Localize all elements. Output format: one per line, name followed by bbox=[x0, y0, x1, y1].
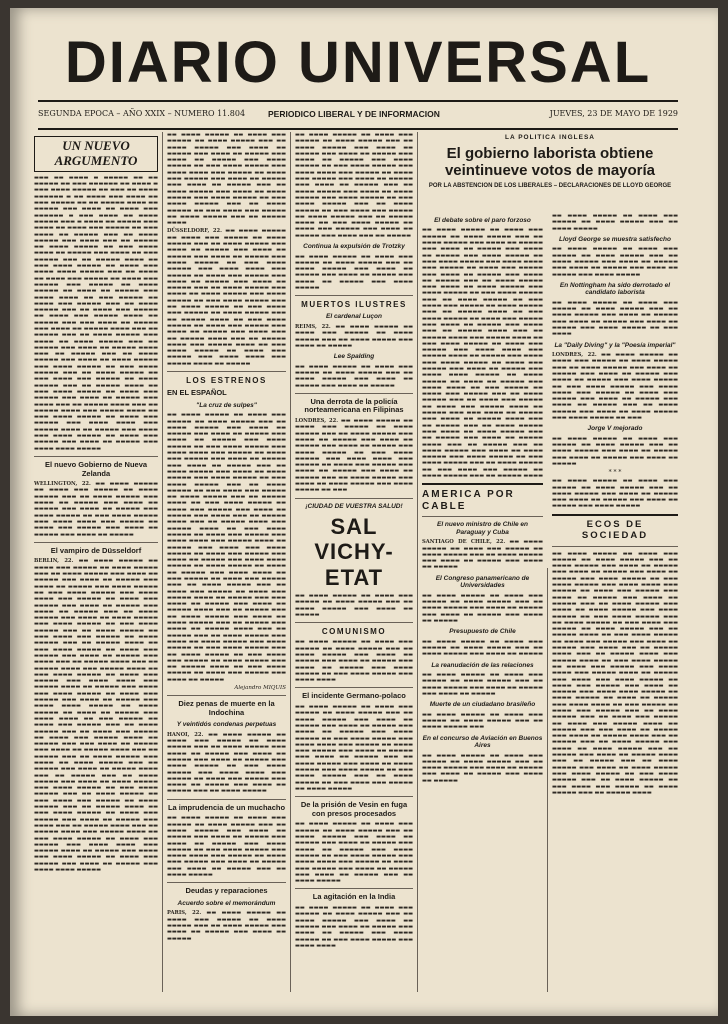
article-headline: La imprudencia de un muchacho bbox=[167, 802, 286, 812]
column-rule bbox=[162, 132, 163, 992]
lead-headline: El gobierno laborista obtiene veintinueve votos de mayoría bbox=[444, 145, 656, 180]
section-divider bbox=[295, 888, 413, 889]
dateline: SANTIAGO DE CHILE, 22. bbox=[422, 539, 506, 546]
section-kicker: LA POLITICA INGLESA bbox=[504, 134, 596, 141]
section-divider bbox=[167, 799, 286, 800]
body-text: ▬▬ ▬▬▬▬ ▬▬▬▬▬ ▬▬ ▬▬▬▬ ▬▬▬ ▬▬▬▬▬ ▬▬ ▬▬▬▬ ▬▬▬▬▬ ▬▬▬ ▬▬ ▬▬▬▬ ▬▬▬▬▬ ▬▬▬ ▬▬▬▬ ▬▬ ▬▬▬▬▬ ▬▬▬ ▬▬▬▬ ▬▬ ▬▬▬▬▬ ▬▬▬ ▬▬▬▬ ▬▬ ▬▬▬▬▬ bbox=[422, 592, 543, 624]
body-text: ▬▬ ▬▬▬▬ ▬▬▬▬▬ ▬▬ ▬▬▬▬ ▬▬▬ ▬▬▬▬▬ ▬▬ ▬▬▬▬ ▬▬▬▬▬ ▬▬▬ ▬▬ ▬▬▬▬ ▬▬▬▬▬ ▬▬▬ ▬▬▬▬ ▬▬ ▬▬▬▬▬ ▬▬▬ ▬▬▬▬ ▬▬ ▬▬▬▬▬ ▬▬▬ ▬▬▬▬ ▬▬ ▬▬▬▬▬ ▬▬▬ ▬▬▬▬ ▬▬▬▬▬ ▬▬ ▬▬▬ ▬▬▬▬ ▬▬▬▬▬ ▬▬▬ ▬▬▬▬ ▬▬▬▬ bbox=[295, 639, 413, 684]
dateline: DÜSSELDORF, 22. bbox=[167, 228, 222, 235]
article-subheadline: Y veintidós condenas perpetuas bbox=[176, 721, 277, 729]
body-text: ▬▬ ▬▬▬▬ ▬▬▬▬▬ ▬▬ ▬▬▬▬ ▬▬▬ ▬▬▬▬▬ ▬▬ ▬▬▬▬ ▬▬▬▬▬ ▬▬▬ ▬▬ ▬▬▬▬ ▬▬▬▬▬ ▬▬▬ ▬▬▬▬ ▬▬ ▬▬▬▬▬ ▬▬▬ ▬▬▬▬ ▬▬ ▬▬▬▬▬ ▬▬▬ ▬▬▬▬ ▬▬ ▬▬▬▬▬ bbox=[422, 752, 543, 784]
body-text: DÜSSELDORF, 22. ▬▬ ▬▬▬▬ ▬▬▬▬▬ ▬▬ ▬▬▬▬ ▬▬▬ ▬▬▬▬▬ ▬▬ ▬▬▬▬ ▬▬▬▬▬ ▬▬▬ ▬▬ ▬▬▬▬ ▬▬▬▬▬ ▬▬▬ ▬▬▬▬ ▬▬ ▬▬▬▬▬ ▬▬▬ ▬▬▬▬ ▬▬ ▬▬▬▬▬ ▬▬▬ ▬▬▬▬ ▬▬ ▬▬▬▬▬ ▬▬▬ ▬▬▬▬ ▬▬▬▬▬ ▬▬ ▬▬▬ ▬▬▬▬ ▬▬▬▬▬ ▬▬▬ ▬▬▬▬ ▬▬▬▬ ▬▬▬ ▬▬▬▬▬ ▬▬ ▬▬▬▬ ▬▬▬ ▬▬▬▬▬ ▬▬▬ ▬▬▬▬ ▬▬ ▬▬▬▬▬ ▬▬▬ ▬▬▬▬ ▬▬ ▬▬▬▬▬ ▬▬▬ ▬▬ ▬▬▬▬ ▬▬▬▬▬ ▬▬▬ ▬▬▬▬ ▬▬ ▬▬▬▬ ▬▬▬▬▬ ▬▬▬ ▬▬▬▬ ▬▬▬▬▬ ▬▬ ▬▬▬ ▬▬▬▬ ▬▬▬▬▬ ▬▬▬ ▬▬ ▬▬▬▬ ▬▬▬▬▬ ▬▬ ▬▬▬ ▬▬▬▬ ▬▬▬ ▬▬▬▬▬ ▬▬ ▬▬▬▬ ▬▬▬▬▬ ▬▬▬ ▬▬ ▬▬▬▬▬ ▬▬▬▬ ▬▬ ▬▬▬ ▬▬▬▬ ▬▬▬▬▬ ▬▬ ▬▬▬▬ ▬▬▬ ▬▬▬▬▬ ▬▬▬ ▬▬▬▬ ▬▬ ▬▬▬▬▬ ▬▬▬ ▬▬▬▬ ▬▬▬ ▬▬ ▬▬▬▬▬ ▬▬▬▬ ▬▬▬ ▬▬ ▬▬▬▬▬ ▬▬▬▬ ▬▬▬ ▬▬▬▬▬ ▬▬▬▬ ▬▬ ▬▬▬ ▬▬▬▬ ▬▬▬▬▬ ▬▬ ▬▬▬▬ ▬▬▬ ▬▬▬▬▬ ▬▬▬ ▬▬▬▬ ▬▬▬▬ ▬▬▬ ▬▬▬▬▬ ▬▬▬▬ ▬▬ ▬▬▬▬▬ bbox=[167, 228, 286, 367]
section-divider bbox=[295, 687, 413, 688]
article-headline: De la prisión de Vesin en fuga con presos procesados bbox=[300, 800, 408, 818]
article-headline: EN EL ESPAÑOL bbox=[167, 388, 227, 398]
body-text: PARIS, 22. ▬▬ ▬▬▬▬ ▬▬▬▬▬ ▬▬ ▬▬▬▬ ▬▬▬ ▬▬▬▬▬ ▬▬ ▬▬▬▬ ▬▬▬▬▬ ▬▬▬ ▬▬ ▬▬▬▬ ▬▬▬▬▬ ▬▬▬ ▬▬▬▬ ▬▬ ▬▬▬▬▬ ▬▬▬ ▬▬▬▬ ▬▬ ▬▬▬▬▬ bbox=[167, 910, 286, 942]
body-text: ▬▬ ▬▬▬▬ ▬▬▬▬▬ ▬▬ ▬▬▬▬ ▬▬▬ ▬▬▬▬▬ ▬▬ ▬▬▬▬ ▬▬▬▬▬ ▬▬▬ ▬▬ ▬▬▬▬ ▬▬▬▬▬ ▬▬▬ ▬▬▬▬ ▬▬ ▬▬▬▬▬ ▬▬▬ ▬▬▬▬ ▬▬ ▬▬▬▬▬ ▬▬▬ ▬▬▬▬ ▬▬ ▬▬▬▬▬ bbox=[552, 435, 678, 467]
body-text: ▬▬ ▬▬▬▬ ▬▬▬▬▬ ▬▬ ▬▬▬▬ ▬▬▬ ▬▬▬▬▬ ▬▬ ▬▬▬▬ ▬▬▬▬▬ ▬▬▬ ▬▬ ▬▬▬▬ ▬▬▬▬▬ ▬▬▬ ▬▬▬▬ ▬▬ ▬▬▬▬▬ ▬▬▬ ▬▬▬▬ ▬▬ ▬▬▬▬▬ bbox=[422, 672, 543, 697]
article-subheadline: Acuerdo sobre el memorándum bbox=[177, 899, 276, 907]
article-subheadline: La "Daily Diving" y la "Poesía imperial" bbox=[554, 341, 676, 349]
body-text: ▬▬ ▬▬▬▬ ▬▬▬▬▬ ▬▬ ▬▬▬▬ ▬▬▬ ▬▬▬▬▬ ▬▬ ▬▬▬▬ ▬▬▬▬▬ ▬▬▬ ▬▬ ▬▬▬▬ ▬▬▬▬▬ ▬▬▬ ▬▬▬▬ ▬▬ ▬▬▬▬▬ ▬▬▬ ▬▬▬▬ ▬▬ ▬▬▬▬▬ ▬▬▬ ▬▬▬▬ ▬▬ ▬▬▬▬▬ ▬▬▬ ▬▬▬▬ ▬▬▬▬▬ ▬▬ ▬▬▬ ▬▬▬▬ ▬▬▬▬▬ ▬▬▬ ▬▬▬▬ ▬▬▬▬ ▬▬▬ ▬▬▬▬▬ ▬▬ ▬▬▬▬ ▬▬▬ ▬▬▬▬▬ ▬▬▬ ▬▬▬▬ ▬▬ ▬▬▬▬▬ ▬▬▬ ▬▬▬▬ ▬▬ ▬▬▬▬▬ ▬▬▬ ▬▬ ▬▬▬▬ ▬▬▬▬▬ ▬▬▬ ▬▬▬▬ ▬▬ ▬▬▬▬ ▬▬▬▬▬ ▬▬▬ ▬▬▬▬ ▬▬▬▬▬ ▬▬ ▬▬▬ ▬▬▬▬ ▬▬▬▬▬ ▬▬▬ ▬▬ ▬▬▬▬ ▬▬▬▬▬ ▬▬ ▬▬▬ ▬▬▬▬ ▬▬▬ ▬▬▬▬▬ ▬▬ ▬▬▬▬ ▬▬▬▬▬ ▬▬▬ ▬▬ ▬▬▬▬▬ ▬▬▬▬ bbox=[167, 132, 286, 227]
article-headline: Una derrota de la policía norteamericana en Filipinas bbox=[304, 396, 404, 415]
section-divider bbox=[167, 695, 286, 696]
body-text: ▬▬ ▬▬▬▬ ▬▬▬▬▬ ▬▬ ▬▬▬▬ ▬▬▬ ▬▬▬▬▬ ▬▬ ▬▬▬▬ ▬▬▬▬▬ ▬▬▬ ▬▬ ▬▬▬▬ ▬▬▬▬▬ ▬▬▬ ▬▬▬▬ ▬▬ ▬▬▬▬▬ bbox=[422, 638, 543, 658]
section-divider bbox=[295, 622, 413, 623]
body-text: ▬▬ ▬▬▬▬ ▬▬▬▬▬ ▬▬ ▬▬▬▬ ▬▬▬ ▬▬▬▬▬ ▬▬ ▬▬▬▬ ▬▬▬▬▬ ▬▬▬ ▬▬ ▬▬▬▬ ▬▬▬▬▬ ▬▬▬ ▬▬▬▬ ▬▬ ▬▬▬▬▬ ▬▬▬ ▬▬▬▬ ▬▬ ▬▬▬▬▬ ▬▬▬ ▬▬▬▬ ▬▬ ▬▬▬▬▬ ▬▬▬ ▬▬▬▬ ▬▬▬▬▬ ▬▬ ▬▬▬ ▬▬▬▬ ▬▬▬▬▬ ▬▬▬ ▬▬▬▬ ▬▬▬▬ ▬▬▬ ▬▬▬▬▬ ▬▬ ▬▬▬▬ ▬▬▬ ▬▬▬▬▬ ▬▬▬ ▬▬▬▬ ▬▬ ▬▬▬▬▬ ▬▬▬ ▬▬▬▬ ▬▬ ▬▬▬▬▬ ▬▬▬ ▬▬ ▬▬▬▬ ▬▬▬▬▬ bbox=[295, 821, 413, 885]
column-rule bbox=[547, 568, 548, 992]
body-text: ▬▬ ▬▬▬▬ ▬▬▬▬▬ ▬▬ ▬▬▬▬ ▬▬▬ ▬▬▬▬▬ ▬▬ ▬▬▬▬ ▬▬▬▬▬ ▬▬▬ ▬▬ ▬▬▬▬ ▬▬▬▬▬ ▬▬▬ ▬▬▬▬ ▬▬ ▬▬▬▬▬ ▬▬▬ ▬▬▬▬ ▬▬ ▬▬▬▬▬ ▬▬▬ ▬▬▬▬ ▬▬ ▬▬▬▬▬ ▬▬▬ ▬▬▬▬ ▬▬▬▬▬ bbox=[552, 478, 678, 510]
issue-date: JUEVES, 23 DE MAYO DE 1929 bbox=[549, 109, 678, 118]
edition-info: SEGUNDA EPOCA – AÑO XXIX – NUMERO 11.804 bbox=[38, 109, 246, 118]
body-text: ▬▬ ▬▬▬▬ ▬▬▬▬▬ ▬▬ ▬▬▬▬ ▬▬▬ ▬▬▬▬▬ ▬▬ ▬▬▬▬ ▬▬▬▬▬ ▬▬▬ ▬▬ ▬▬▬▬ ▬▬▬▬▬ bbox=[552, 213, 678, 232]
article-headline: Deudas y reparaciones bbox=[185, 886, 268, 896]
section-heading: COMUNISMO bbox=[321, 627, 387, 637]
body-text: SANTIAGO DE CHILE, 22. ▬▬ ▬▬▬▬ ▬▬▬▬▬ ▬▬ ▬▬▬▬ ▬▬▬ ▬▬▬▬▬ ▬▬ ▬▬▬▬ ▬▬▬▬▬ ▬▬▬ ▬▬ ▬▬▬▬ ▬▬▬▬▬ ▬▬▬ ▬▬▬▬ ▬▬ ▬▬▬▬▬ ▬▬▬ ▬▬▬▬ ▬▬ ▬▬▬▬▬ bbox=[422, 539, 543, 571]
separator-stars: * * * bbox=[608, 469, 622, 477]
column-3 bbox=[295, 132, 413, 1012]
dateline: PARIS, 22. bbox=[167, 910, 202, 917]
article-headline: El incidente Germano-polaco bbox=[302, 691, 406, 701]
body-text: ▬▬ ▬▬▬▬ ▬▬▬▬▬ ▬▬ ▬▬▬▬ ▬▬▬ ▬▬▬▬▬ ▬▬ ▬▬▬▬ ▬▬▬▬▬ ▬▬▬ ▬▬ ▬▬▬▬ ▬▬▬▬▬ ▬▬▬ ▬▬▬▬ ▬▬ ▬▬▬▬▬ ▬▬▬ ▬▬▬▬ ▬▬ ▬▬▬▬▬ ▬▬▬ ▬▬▬▬ ▬▬ ▬▬▬▬▬ ▬▬▬ ▬▬▬▬ ▬▬▬▬▬ ▬▬ ▬▬▬ ▬▬▬▬ ▬▬▬▬▬ ▬▬▬ ▬▬▬▬ ▬▬▬▬ bbox=[295, 905, 413, 949]
article-headline: Diez penas de muerte en la Indochina bbox=[178, 699, 275, 717]
body-text: WELLINGTON, 22. ▬▬ ▬▬▬▬ ▬▬▬▬▬ ▬▬ ▬▬▬▬ ▬▬▬ ▬▬▬▬▬ ▬▬ ▬▬▬▬ ▬▬▬▬▬ ▬▬▬ ▬▬ ▬▬▬▬ ▬▬▬▬▬ ▬▬▬ ▬▬▬▬ ▬▬ ▬▬▬▬▬ ▬▬▬ ▬▬▬▬ ▬▬ ▬▬▬▬▬ ▬▬▬ ▬▬▬▬ ▬▬ ▬▬▬▬▬ ▬▬▬ ▬▬▬▬ ▬▬▬▬▬ ▬▬ ▬▬▬ ▬▬▬▬ ▬▬▬▬▬ ▬▬▬ ▬▬▬▬ ▬▬▬▬ ▬▬▬ ▬▬▬▬▬ ▬▬ ▬▬▬▬ ▬▬▬ ▬▬▬▬▬ ▬▬▬ ▬▬▬▬ ▬▬ ▬▬▬▬▬ ▬▬▬ ▬▬▬▬ ▬▬ ▬▬▬▬▬ bbox=[34, 481, 158, 538]
section-divider bbox=[552, 514, 678, 516]
body-text: ▬▬ ▬▬▬▬ ▬▬▬▬▬ ▬▬ ▬▬▬▬ ▬▬▬ ▬▬▬▬▬ ▬▬ ▬▬▬▬ ▬▬▬▬▬ ▬▬▬ ▬▬ ▬▬▬▬ ▬▬▬▬▬ ▬▬▬ ▬▬▬▬ ▬▬ ▬▬▬▬▬ ▬▬▬ ▬▬▬▬ ▬▬ ▬▬▬▬▬ ▬▬▬ ▬▬▬▬ ▬▬ ▬▬▬▬▬ ▬▬▬ ▬▬▬▬ ▬▬▬▬▬ ▬▬ ▬▬▬ ▬▬▬▬ ▬▬▬▬▬ ▬▬▬ ▬▬▬▬ ▬▬▬▬ ▬▬▬ ▬▬▬▬▬ ▬▬ ▬▬▬▬ ▬▬▬ ▬▬▬▬▬ ▬▬▬ ▬▬▬▬ ▬▬ ▬▬▬▬▬ ▬▬▬ ▬▬▬▬ ▬▬ ▬▬▬▬▬ ▬▬▬ ▬▬ ▬▬▬▬ ▬▬▬▬▬ ▬▬▬ ▬▬▬▬ ▬▬ ▬▬▬▬ ▬▬▬▬▬ ▬▬▬ ▬▬▬▬ ▬▬▬▬▬ ▬▬ ▬▬▬ ▬▬▬▬ ▬▬▬▬▬ ▬▬▬ ▬▬ ▬▬▬▬ ▬▬▬▬▬ ▬▬ ▬▬▬ ▬▬▬▬ ▬▬▬ ▬▬▬▬▬ ▬▬ ▬▬▬▬ ▬▬▬▬▬ ▬▬▬ ▬▬ ▬▬▬▬▬ ▬▬▬▬ ▬▬ ▬▬▬ ▬▬▬▬ ▬▬▬▬▬ ▬▬ ▬▬▬▬ ▬▬▬ ▬▬▬▬▬ ▬▬▬ ▬▬▬▬ ▬▬ ▬▬▬▬▬ ▬▬▬ ▬▬▬▬ ▬▬▬ ▬▬ ▬▬▬▬▬ bbox=[295, 132, 413, 239]
body-text: ▬▬ ▬▬▬▬ ▬▬▬▬▬ ▬▬ ▬▬▬▬ ▬▬▬ ▬▬▬▬▬ ▬▬ ▬▬▬▬ ▬▬▬▬▬ ▬▬▬ ▬▬ ▬▬▬▬ ▬▬▬▬▬ ▬▬▬ ▬▬▬▬ ▬▬ ▬▬▬▬▬ ▬▬▬ ▬▬▬▬ ▬▬ ▬▬▬▬▬ bbox=[295, 363, 413, 389]
body-text: ▬▬ ▬▬▬▬ ▬▬▬▬▬ ▬▬ ▬▬▬▬ ▬▬▬ ▬▬▬▬▬ ▬▬ ▬▬▬▬ ▬▬▬▬▬ ▬▬▬ ▬▬ ▬▬▬▬ ▬▬▬▬▬ ▬▬▬ ▬▬▬▬ ▬▬ ▬▬▬▬▬ bbox=[295, 592, 413, 618]
article-subheadline: El nuevo ministro de Chile en Paraguay y Cuba bbox=[436, 521, 529, 536]
section-heading: LOS ESTRENOS bbox=[186, 375, 267, 385]
column-2 bbox=[167, 132, 286, 1012]
body-text: ▬▬ ▬▬▬▬ ▬▬▬▬▬ ▬▬ ▬▬▬▬ ▬▬▬ ▬▬▬▬▬ ▬▬ ▬▬▬▬ ▬▬▬▬▬ ▬▬▬ ▬▬ ▬▬▬▬ ▬▬▬▬▬ ▬▬▬ ▬▬▬▬ ▬▬ ▬▬▬▬▬ ▬▬▬ ▬▬▬▬ ▬▬ ▬▬▬▬▬ ▬▬▬ ▬▬▬▬ ▬▬ ▬▬▬▬▬ ▬▬▬ ▬▬▬▬ ▬▬▬▬▬ ▬▬ ▬▬▬ ▬▬▬▬ ▬▬▬▬▬ ▬▬▬ ▬▬▬▬ ▬▬▬▬ ▬▬▬ ▬▬▬▬▬ ▬▬ ▬▬▬▬ ▬▬▬ ▬▬▬▬▬ ▬▬▬ ▬▬▬▬ ▬▬ ▬▬▬▬▬ ▬▬▬ ▬▬▬▬ ▬▬ ▬▬▬▬▬ ▬▬▬ ▬▬ ▬▬▬▬ ▬▬▬▬▬ ▬▬▬ ▬▬▬▬ ▬▬ ▬▬▬▬ ▬▬▬▬▬ ▬▬▬ ▬▬▬▬ ▬▬▬▬▬ ▬▬ ▬▬▬ ▬▬▬▬ ▬▬▬▬▬ ▬▬▬ ▬▬ ▬▬▬▬ ▬▬▬▬▬ ▬▬ ▬▬▬ ▬▬▬▬ ▬▬▬ ▬▬▬▬▬ ▬▬ ▬▬▬▬ ▬▬▬▬▬ ▬▬▬ ▬▬ ▬▬▬▬▬ ▬▬▬▬ ▬▬ ▬▬▬ ▬▬▬▬ ▬▬▬▬▬ ▬▬ ▬▬▬▬ ▬▬▬ ▬▬▬▬▬ ▬▬▬ ▬▬▬▬ ▬▬ ▬▬▬▬▬ ▬▬▬ ▬▬▬▬ ▬▬▬ ▬▬ ▬▬▬▬▬ ▬▬▬▬ ▬▬▬ ▬▬ ▬▬▬▬▬ ▬▬▬▬ ▬▬▬ ▬▬▬▬▬ ▬▬▬▬ ▬▬ ▬▬▬ ▬▬▬▬ ▬▬▬▬▬ ▬▬ ▬▬▬▬ ▬▬▬ ▬▬▬▬▬ ▬▬▬ ▬▬▬▬ ▬▬▬▬ ▬▬▬ ▬▬▬▬▬ ▬▬▬▬ ▬▬ ▬▬▬▬▬ ▬▬▬ ▬▬▬▬ ▬▬▬ ▬▬▬▬ ▬▬▬▬▬ ▬▬ ▬▬▬▬ ▬▬▬ ▬▬▬▬▬ ▬▬▬ ▬▬▬▬ ▬▬ ▬▬▬▬▬ ▬▬▬ ▬▬▬▬ ▬▬▬▬ ▬▬▬▬▬ ▬▬ ▬▬▬▬ ▬▬▬▬▬ ▬▬ ▬▬▬▬ ▬▬ ▬▬▬▬▬ ▬▬▬ ▬▬▬▬ ▬▬▬▬ ▬▬ ▬▬▬ ▬▬▬▬▬ ▬▬ ▬▬▬▬ ▬▬▬ ▬▬▬▬▬ ▬▬▬ ▬▬ ▬▬▬▬ ▬▬▬▬▬ ▬▬▬ ▬▬ ▬▬▬▬ ▬▬▬ ▬▬▬▬▬ ▬▬ ▬▬▬▬ ▬▬▬ ▬▬▬▬▬ ▬▬▬▬ ▬▬ ▬▬▬▬▬ ▬▬▬ ▬▬▬ ▬▬▬▬ ▬▬ ▬▬▬▬▬ ▬▬▬ ▬▬▬▬ ▬▬ ▬▬▬▬▬ ▬▬▬▬ ▬▬▬ ▬▬ ▬▬▬▬▬ ▬▬▬ ▬▬ ▬▬▬▬ ▬▬▬▬▬ ▬▬▬ ▬▬▬▬ ▬▬ ▬▬▬▬ ▬▬▬▬▬ ▬▬▬ ▬▬ ▬▬▬▬▬ ▬▬▬ ▬▬▬▬ ▬▬ ▬▬▬▬▬ ▬▬▬▬ ▬▬▬ ▬▬ ▬▬▬▬▬ ▬▬▬ ▬▬ ▬▬▬▬ ▬▬▬▬▬ ▬▬▬ ▬▬▬▬ ▬▬ ▬▬▬▬ ▬▬▬▬▬ ▬▬▬ ▬▬▬▬ ▬▬▬▬▬ ▬▬ ▬▬▬ ▬▬▬▬ ▬▬▬▬▬ ▬▬▬ ▬▬ ▬▬▬▬ ▬▬▬▬▬ ▬▬ ▬▬▬ ▬▬▬▬ ▬▬▬ ▬▬▬▬▬ ▬▬ ▬▬▬▬ ▬▬▬▬▬ ▬▬▬ ▬▬ ▬▬▬▬▬ ▬▬▬▬ ▬▬ ▬▬▬ ▬▬▬▬ ▬▬▬▬▬ ▬▬ ▬▬▬▬ ▬▬▬ ▬▬▬▬▬ ▬▬▬ ▬▬▬▬ ▬▬ ▬▬▬▬▬ bbox=[167, 412, 286, 683]
masthead-subline bbox=[38, 100, 678, 130]
article-subheadline: Jorge V mejorado bbox=[587, 425, 643, 433]
column-rule bbox=[290, 132, 291, 992]
section-heading: ECOS DE SOCIEDAD bbox=[581, 518, 649, 541]
article-headline: "La cruz de sulpes" bbox=[196, 401, 257, 409]
section-divider bbox=[34, 542, 158, 543]
body-text: BERLIN, 22. ▬▬ ▬▬▬▬ ▬▬▬▬▬ ▬▬ ▬▬▬▬ ▬▬▬ ▬▬▬▬▬ ▬▬ ▬▬▬▬ ▬▬▬▬▬ ▬▬▬ ▬▬ ▬▬▬▬ ▬▬▬▬▬ ▬▬▬ ▬▬▬▬ ▬▬ ▬▬▬▬▬ ▬▬▬ ▬▬▬▬ ▬▬ ▬▬▬▬▬ ▬▬▬ ▬▬▬▬ ▬▬ ▬▬▬▬▬ ▬▬▬ ▬▬▬▬ ▬▬▬▬▬ ▬▬ ▬▬▬ ▬▬▬▬ ▬▬▬▬▬ ▬▬▬ ▬▬▬▬ ▬▬▬▬ ▬▬▬ ▬▬▬▬▬ ▬▬ ▬▬▬▬ ▬▬▬ ▬▬▬▬▬ ▬▬▬ ▬▬▬▬ ▬▬ ▬▬▬▬▬ ▬▬▬ ▬▬▬▬ ▬▬ ▬▬▬▬▬ ▬▬▬ ▬▬ ▬▬▬▬ ▬▬▬▬▬ ▬▬▬ ▬▬▬▬ ▬▬ ▬▬▬▬ ▬▬▬▬▬ ▬▬▬ ▬▬▬▬ ▬▬▬▬▬ ▬▬ ▬▬▬ ▬▬▬▬ ▬▬▬▬▬ ▬▬▬ ▬▬ ▬▬▬▬ ▬▬▬▬▬ ▬▬ ▬▬▬ ▬▬▬▬ ▬▬▬ ▬▬▬▬▬ ▬▬ ▬▬▬▬ ▬▬▬▬▬ ▬▬▬ ▬▬ ▬▬▬▬▬ ▬▬▬▬ ▬▬ ▬▬▬ ▬▬▬▬ ▬▬▬▬▬ ▬▬ ▬▬▬▬ ▬▬▬ ▬▬▬▬▬ ▬▬▬ ▬▬▬▬ ▬▬ ▬▬▬▬▬ ▬▬▬ ▬▬▬▬ ▬▬▬ ▬▬ ▬▬▬▬▬ ▬▬▬▬ ▬▬▬ ▬▬ ▬▬▬▬▬ ▬▬▬▬ ▬▬▬ ▬▬▬▬▬ ▬▬▬▬ ▬▬ ▬▬▬ ▬▬▬▬ ▬▬▬▬▬ ▬▬ ▬▬▬▬ ▬▬▬ ▬▬▬▬▬ ▬▬▬ ▬▬▬▬ ▬▬▬▬ ▬▬▬ ▬▬▬▬▬ ▬▬▬▬ ▬▬ ▬▬▬▬▬ ▬▬▬ ▬▬▬▬ ▬▬▬ ▬▬▬▬ ▬▬▬▬▬ ▬▬ ▬▬▬▬ ▬▬▬ ▬▬▬▬▬ ▬▬▬ ▬▬▬▬ ▬▬ ▬▬▬▬▬ ▬▬▬ ▬▬▬▬ ▬▬▬▬ ▬▬▬▬▬ ▬▬ ▬▬▬▬ ▬▬▬▬▬ ▬▬ ▬▬▬▬ ▬▬ ▬▬▬▬▬ ▬▬▬ ▬▬▬▬ ▬▬▬▬ ▬▬ ▬▬▬ ▬▬▬▬▬ ▬▬ ▬▬▬▬ ▬▬▬ ▬▬▬▬▬ ▬▬▬ ▬▬ ▬▬▬▬ ▬▬▬▬▬ ▬▬▬ ▬▬ ▬▬▬▬ ▬▬▬ ▬▬▬▬▬ ▬▬ ▬▬▬▬ ▬▬▬ ▬▬▬▬▬ ▬▬▬▬ ▬▬ ▬▬▬▬▬ ▬▬▬ ▬▬▬ ▬▬▬▬ ▬▬ ▬▬▬▬▬ ▬▬▬ ▬▬▬▬ ▬▬ ▬▬▬▬▬ ▬▬▬▬ ▬▬▬ ▬▬ ▬▬▬▬▬ ▬▬▬ ▬▬ ▬▬▬▬ ▬▬▬▬▬ ▬▬▬ ▬▬▬▬ ▬▬ ▬▬▬▬ ▬▬▬▬▬ ▬▬▬ ▬▬ ▬▬▬▬▬ ▬▬▬ ▬▬▬▬ ▬▬ ▬▬▬▬▬ ▬▬▬▬ ▬▬▬ ▬▬ ▬▬▬▬▬ ▬▬▬ ▬▬ ▬▬▬▬ ▬▬▬▬▬ ▬▬▬ ▬▬▬▬ ▬▬ ▬▬▬▬ ▬▬▬▬▬ ▬▬▬ ▬▬▬▬ ▬▬▬▬▬ ▬▬ ▬▬▬ ▬▬▬▬ ▬▬▬▬▬ ▬▬▬ ▬▬ ▬▬▬▬ ▬▬▬▬▬ ▬▬ ▬▬▬ ▬▬▬▬ ▬▬▬ ▬▬▬▬▬ ▬▬ ▬▬▬▬ ▬▬▬▬▬ ▬▬▬ ▬▬ ▬▬▬▬▬ ▬▬▬▬ ▬▬ ▬▬▬ ▬▬▬▬ ▬▬▬▬▬ ▬▬ ▬▬▬▬ ▬▬▬ ▬▬▬▬▬ ▬▬▬ ▬▬▬▬ ▬▬ ▬▬▬▬▬ ▬▬▬ ▬▬▬▬ ▬▬▬ ▬▬ ▬▬▬▬▬ ▬▬▬▬ ▬▬▬ ▬▬ ▬▬▬▬▬ ▬▬▬▬ ▬▬▬ ▬▬▬▬▬ ▬▬▬▬ ▬▬ ▬▬▬ ▬▬▬▬ ▬▬▬▬▬ ▬▬ ▬▬▬▬ ▬▬▬ ▬▬▬▬▬ ▬▬▬ ▬▬▬▬ ▬▬▬▬ ▬▬▬ ▬▬▬▬▬ ▬▬▬▬ ▬▬ ▬▬▬▬▬ ▬▬▬ ▬▬▬▬ ▬▬▬ ▬▬▬▬ ▬▬▬▬▬ ▬▬ ▬▬▬▬ ▬▬▬ ▬▬▬▬▬ ▬▬▬ ▬▬▬▬ ▬▬ ▬▬▬▬▬ ▬▬▬ ▬▬▬▬ ▬▬▬▬ ▬▬▬▬▬ bbox=[34, 558, 158, 874]
body-text: LONDRES, 22. ▬▬ ▬▬▬▬ ▬▬▬▬▬ ▬▬ ▬▬▬▬ ▬▬▬ ▬▬▬▬▬ ▬▬ ▬▬▬▬ ▬▬▬▬▬ ▬▬▬ ▬▬ ▬▬▬▬ ▬▬▬▬▬ ▬▬▬ ▬▬▬▬ ▬▬ ▬▬▬▬▬ ▬▬▬ ▬▬▬▬ ▬▬ ▬▬▬▬▬ ▬▬▬ ▬▬▬▬ ▬▬ ▬▬▬▬▬ ▬▬▬ ▬▬▬▬ ▬▬▬▬▬ ▬▬ ▬▬▬ ▬▬▬▬ ▬▬▬▬▬ ▬▬▬ ▬▬▬▬ ▬▬▬▬ ▬▬▬ ▬▬▬▬▬ ▬▬ ▬▬▬▬ ▬▬▬ ▬▬▬▬▬ ▬▬▬ ▬▬▬▬ ▬▬ ▬▬▬▬▬ ▬▬▬ ▬▬▬▬ ▬▬ ▬▬▬▬▬ ▬▬▬ ▬▬ ▬▬▬▬ ▬▬▬▬▬ ▬▬▬ ▬▬▬▬ ▬▬ ▬▬▬▬ ▬▬▬▬▬ ▬▬▬ ▬▬▬▬ ▬▬▬▬▬ ▬▬ ▬▬▬ bbox=[552, 352, 678, 421]
body-text: ▬▬ ▬▬▬▬ ▬▬▬▬▬ ▬▬ ▬▬▬▬ ▬▬▬ ▬▬▬▬▬ ▬▬ ▬▬▬▬ ▬▬▬▬▬ ▬▬▬ ▬▬ ▬▬▬▬ ▬▬▬▬▬ ▬▬▬ ▬▬▬▬ ▬▬ ▬▬▬▬▬ ▬▬▬ ▬▬▬▬ ▬▬ ▬▬▬▬▬ ▬▬▬ ▬▬▬▬ ▬▬ ▬▬▬▬▬ ▬▬▬ ▬▬▬▬ ▬▬▬▬▬ ▬▬ ▬▬▬ ▬▬▬▬ bbox=[552, 299, 678, 338]
section-divider bbox=[295, 393, 413, 394]
body-text: LONDRES, 22. ▬▬ ▬▬▬▬ ▬▬▬▬▬ ▬▬ ▬▬▬▬ ▬▬▬ ▬▬▬▬▬ ▬▬ ▬▬▬▬ ▬▬▬▬▬ ▬▬▬ ▬▬ ▬▬▬▬ ▬▬▬▬▬ ▬▬▬ ▬▬▬▬ ▬▬ ▬▬▬▬▬ ▬▬▬ ▬▬▬▬ ▬▬ ▬▬▬▬▬ ▬▬▬ ▬▬▬▬ ▬▬ ▬▬▬▬▬ ▬▬▬ ▬▬▬▬ ▬▬▬▬▬ ▬▬ ▬▬▬ ▬▬▬▬ ▬▬▬▬▬ ▬▬▬ ▬▬▬▬ ▬▬▬▬ ▬▬▬ ▬▬▬▬▬ ▬▬ ▬▬▬▬ ▬▬▬ ▬▬▬▬▬ ▬▬▬ ▬▬▬▬ ▬▬ ▬▬▬▬▬ ▬▬▬ ▬▬▬▬ ▬▬ ▬▬▬▬▬ ▬▬▬ ▬▬ ▬▬▬▬ ▬▬▬▬▬ ▬▬▬ ▬▬▬▬ ▬▬ ▬▬▬▬ ▬▬▬▬▬ ▬▬▬ ▬▬▬▬ ▬▬▬▬▬ ▬▬ ▬▬▬ bbox=[295, 418, 413, 494]
dateline: LONDRES, 22. bbox=[295, 418, 339, 425]
dateline: BERLIN, 22. bbox=[34, 558, 74, 565]
column-4 bbox=[422, 213, 543, 1003]
body-text: ▬▬ ▬▬▬▬ ▬▬▬▬▬ ▬▬ ▬▬▬▬ ▬▬▬ ▬▬▬▬▬ ▬▬ ▬▬▬▬ ▬▬▬▬▬ ▬▬▬ ▬▬ ▬▬▬▬ ▬▬▬▬▬ ▬▬▬ ▬▬▬▬ ▬▬ ▬▬▬▬▬ ▬▬▬ ▬▬▬▬ ▬▬ ▬▬▬▬▬ ▬▬▬ ▬▬▬▬ ▬▬ ▬▬▬▬▬ ▬▬▬ ▬▬▬▬ ▬▬▬▬▬ ▬▬ ▬▬▬ ▬▬▬▬ ▬▬▬▬▬ ▬▬▬ ▬▬▬▬ ▬▬▬▬ ▬▬▬ ▬▬▬▬▬ ▬▬ ▬▬▬▬ ▬▬▬ ▬▬▬▬▬ ▬▬▬ ▬▬▬▬ ▬▬ ▬▬▬▬▬ ▬▬▬ ▬▬▬▬ ▬▬ ▬▬▬▬▬ ▬▬▬ ▬▬ ▬▬▬▬ ▬▬▬▬▬ ▬▬▬ ▬▬▬▬ ▬▬ ▬▬▬▬ ▬▬▬▬▬ ▬▬▬ ▬▬▬▬ ▬▬▬▬▬ ▬▬ ▬▬▬ ▬▬▬▬ ▬▬▬▬▬ ▬▬▬ ▬▬ ▬▬▬▬ ▬▬▬▬▬ ▬▬ ▬▬▬ ▬▬▬▬ ▬▬▬ ▬▬▬▬▬ ▬▬ ▬▬▬▬ ▬▬▬▬▬ bbox=[295, 704, 413, 792]
body-text: ▬▬▬ ▬▬ ▬▬▬▬ ▬ ▬▬▬▬▬ ▬▬ ▬▬ ▬▬▬▬▬ ▬▬ ▬▬▬ ▬▬▬▬▬▬ ▬▬ ▬▬▬▬ ▬ ▬▬▬ ▬▬▬▬ ▬▬▬▬▬ ▬▬ ▬▬▬ ▬▬ ▬▬▬▬ ▬▬▬▬▬▬ ▬ ▬▬ ▬▬▬▬ ▬▬▬ ▬▬▬▬ ▬▬ ▬▬▬ ▬▬▬▬▬ ▬▬ ▬▬ ▬▬▬▬▬ ▬▬▬▬ ▬▬ ▬▬▬▬▬ ▬▬▬ ▬▬▬▬ ▬▬ ▬▬▬▬ ▬▬▬ ▬▬▬▬▬▬ ▬ ▬▬▬ ▬▬▬▬ ▬▬ ▬▬▬▬ ▬▬▬▬▬ ▬▬▬ ▬ ▬▬▬▬ ▬▬ ▬▬▬▬▬ ▬▬▬ ▬▬▬▬ ▬▬ ▬▬▬▬ ▬▬▬ ▬▬▬▬▬ ▬▬ ▬▬▬ ▬▬▬▬ ▬▬ ▬▬▬▬▬ ▬▬▬ ▬▬ ▬▬▬▬ ▬▬▬▬▬ ▬▬▬ ▬▬▬▬ ▬▬▬ ▬▬ ▬▬▬▬▬ ▬▬ ▬▬▬▬ ▬▬▬▬▬ ▬▬ ▬▬▬ ▬▬▬▬ ▬▬▬▬ ▬▬ ▬▬▬▬▬ ▬▬▬ ▬▬▬▬ ▬▬ ▬▬▬ ▬▬▬▬▬ ▬▬▬ ▬▬ ▬▬▬▬▬ ▬▬▬▬ ▬▬ ▬▬▬ ▬▬▬▬ ▬▬▬▬▬ ▬▬ ▬▬▬▬ ▬▬▬ ▬▬▬▬ ▬▬▬▬ ▬▬▬▬▬ ▬▬▬ ▬▬ ▬▬▬▬ ▬▬ ▬▬▬▬ ▬▬▬ ▬▬▬▬▬ ▬▬ ▬▬▬▬ ▬▬▬ ▬▬▬▬▬ ▬▬▬ ▬▬▬▬▬ ▬▬ ▬▬▬▬ ▬▬▬▬▬ ▬▬ ▬▬▬▬ ▬▬ ▬▬▬▬▬ ▬▬▬ ▬▬▬▬ ▬▬▬▬ ▬▬ ▬▬▬ ▬▬▬▬▬ ▬▬ ▬▬▬▬ ▬▬▬ ▬▬▬▬▬ ▬▬▬ ▬▬ ▬▬▬▬ ▬▬▬▬▬ ▬▬▬ ▬▬ ▬▬▬▬ ▬▬▬ ▬▬▬▬▬ ▬▬ ▬▬▬▬ ▬▬▬ ▬▬▬▬▬ ▬▬▬▬ ▬▬ ▬▬▬▬▬ ▬▬▬ ▬▬▬ ▬▬▬▬ ▬▬ ▬▬▬▬▬ ▬▬▬ ▬▬▬▬ ▬▬ ▬▬▬▬▬ ▬▬▬▬ ▬▬▬ ▬▬ ▬▬▬▬▬ ▬▬▬ ▬▬ ▬▬▬▬ ▬▬▬▬▬ ▬▬▬ ▬▬▬▬ ▬▬ ▬▬▬▬ ▬▬▬▬▬ ▬▬▬ ▬▬ ▬▬▬▬▬ ▬▬▬ ▬▬▬▬ ▬▬ ▬▬▬▬▬ ▬▬▬▬ ▬▬▬ ▬▬ ▬▬▬▬▬ ▬▬▬ ▬▬ ▬▬▬▬ ▬▬▬▬▬ ▬▬▬ ▬▬▬▬ ▬▬ ▬▬▬▬ ▬▬▬▬▬ ▬▬▬ ▬▬▬▬ ▬▬▬▬▬ ▬▬ ▬▬▬ ▬▬▬▬ ▬▬▬▬▬ ▬▬▬ ▬▬ ▬▬▬▬ ▬▬▬▬▬ ▬▬ ▬▬▬ ▬▬▬▬ ▬▬▬ ▬▬▬▬▬ ▬▬ ▬▬▬▬ ▬▬▬▬▬ ▬▬▬ ▬▬ ▬▬▬▬▬ ▬▬▬▬ ▬▬ ▬▬▬ ▬▬▬▬ ▬▬▬▬▬ ▬▬ ▬▬▬▬ ▬▬▬ ▬▬▬▬▬ ▬▬▬ ▬▬▬▬ ▬▬ ▬▬▬▬▬ ▬▬▬ ▬▬▬▬ ▬▬▬ ▬▬ ▬▬▬▬▬ ▬▬▬▬ ▬▬▬ ▬▬ ▬▬▬▬▬ ▬▬▬▬ ▬▬▬ ▬▬▬▬▬ ▬▬▬▬ ▬▬ ▬▬▬ ▬▬▬▬ ▬▬▬▬▬ ▬▬ ▬▬▬▬ ▬▬▬ ▬▬▬▬▬ ▬▬▬ ▬▬▬▬ ▬▬▬▬ ▬▬▬ ▬▬▬▬▬ ▬▬▬▬ ▬▬ ▬▬▬▬▬ ▬▬▬ ▬▬▬▬ ▬▬▬ ▬▬▬▬ ▬▬▬▬▬ ▬▬ ▬▬▬▬ ▬▬▬ ▬▬▬▬▬ ▬▬▬ ▬▬▬▬ ▬▬ ▬▬▬▬▬ ▬▬▬ ▬▬▬▬ ▬▬▬▬ ▬▬▬▬▬ bbox=[34, 174, 158, 452]
body-text: ▬▬ ▬▬▬▬ ▬▬▬▬▬ ▬▬ ▬▬▬▬ ▬▬▬ ▬▬▬▬▬ ▬▬ ▬▬▬▬ ▬▬▬▬▬ ▬▬▬ ▬▬ ▬▬▬▬ ▬▬▬▬▬ ▬▬▬ ▬▬▬▬ ▬▬ ▬▬▬▬▬ ▬▬▬ ▬▬▬▬ ▬▬ ▬▬▬▬▬ ▬▬▬ ▬▬▬▬ ▬▬ ▬▬▬▬▬ ▬▬▬ ▬▬▬▬ ▬▬▬▬▬ ▬▬ ▬▬▬ ▬▬▬▬ ▬▬▬▬▬ ▬▬▬ ▬▬▬▬ ▬▬▬▬ ▬▬▬ ▬▬▬▬▬ ▬▬ ▬▬▬▬ ▬▬▬ ▬▬▬▬▬ ▬▬▬ ▬▬▬▬ ▬▬ ▬▬▬▬▬ ▬▬▬ ▬▬▬▬ ▬▬ ▬▬▬▬▬ ▬▬▬ ▬▬ ▬▬▬▬ ▬▬▬▬▬ ▬▬▬ ▬▬▬▬ ▬▬ ▬▬▬▬ ▬▬▬▬▬ ▬▬▬ ▬▬▬▬ ▬▬▬▬▬ ▬▬ ▬▬▬ ▬▬▬▬ ▬▬▬▬▬ ▬▬▬ ▬▬ ▬▬▬▬ ▬▬▬▬▬ ▬▬ ▬▬▬ ▬▬▬▬ ▬▬▬ ▬▬▬▬▬ ▬▬ ▬▬▬▬ ▬▬▬▬▬ ▬▬▬ ▬▬ ▬▬▬▬▬ ▬▬▬▬ ▬▬ ▬▬▬ ▬▬▬▬ ▬▬▬▬▬ ▬▬ ▬▬▬▬ ▬▬▬ ▬▬▬▬▬ ▬▬▬ ▬▬▬▬ ▬▬ ▬▬▬▬▬ ▬▬▬ ▬▬▬▬ ▬▬▬ ▬▬ ▬▬▬▬▬ ▬▬▬▬ ▬▬▬ ▬▬ ▬▬▬▬▬ ▬▬▬▬ ▬▬▬ ▬▬▬▬▬ ▬▬▬▬ ▬▬ ▬▬▬ ▬▬▬▬ ▬▬▬▬▬ ▬▬ ▬▬▬▬ ▬▬▬ ▬▬▬▬▬ ▬▬▬ ▬▬▬▬ ▬▬▬▬ ▬▬▬ ▬▬▬▬▬ ▬▬▬▬ ▬▬ ▬▬▬▬▬ ▬▬▬ ▬▬▬▬ ▬▬▬ ▬▬▬▬ ▬▬▬▬▬ ▬▬ ▬▬▬▬ ▬▬▬ ▬▬▬▬▬ ▬▬▬ ▬▬▬▬ ▬▬ ▬▬▬▬▬ ▬▬▬ ▬▬▬▬ ▬▬▬▬ ▬▬▬▬▬ ▬▬ ▬▬▬▬ ▬▬▬▬▬ ▬▬ ▬▬▬▬ ▬▬ ▬▬▬▬▬ ▬▬▬ ▬▬▬▬ ▬▬▬▬ ▬▬ ▬▬▬ ▬▬▬▬▬ ▬▬ ▬▬▬▬ ▬▬▬ ▬▬▬▬▬ ▬▬▬ ▬▬ ▬▬▬▬ ▬▬▬▬▬ ▬▬▬ ▬▬ ▬▬▬▬ ▬▬▬ ▬▬▬▬▬ ▬▬ ▬▬▬▬ ▬▬▬ ▬▬▬▬▬ ▬▬▬▬ ▬▬ ▬▬▬▬▬ ▬▬▬ ▬▬▬ ▬▬▬▬ ▬▬ ▬▬▬▬▬ ▬▬▬ ▬▬▬▬ ▬▬ ▬▬▬▬▬ ▬▬▬▬ ▬▬▬ ▬▬ ▬▬▬▬▬ ▬▬▬ ▬▬ ▬▬▬▬ ▬▬▬▬▬ ▬▬▬ ▬▬▬▬ ▬▬ ▬▬▬▬ ▬▬▬▬▬ ▬▬▬ ▬▬ ▬▬▬▬▬ ▬▬▬ ▬▬▬▬ ▬▬ ▬▬▬▬▬ ▬▬▬▬ ▬▬▬ ▬▬ ▬▬▬▬▬ ▬▬▬ ▬▬ ▬▬▬▬ ▬▬▬▬▬ ▬▬▬ ▬▬▬▬ ▬▬ ▬▬▬▬ ▬▬▬▬▬ ▬▬▬ ▬▬▬▬ ▬▬▬▬▬ ▬▬ ▬▬▬ ▬▬▬▬ ▬▬▬▬▬ ▬▬▬ ▬▬ ▬▬▬▬ ▬▬▬▬▬ ▬▬ ▬▬▬ ▬▬▬▬ ▬▬▬ ▬▬▬▬▬ ▬▬ ▬▬▬▬ ▬▬▬▬▬ ▬▬▬ ▬▬ ▬▬▬▬▬ ▬▬▬▬ bbox=[422, 227, 543, 480]
section-divider bbox=[167, 882, 286, 883]
section-divider bbox=[422, 483, 543, 485]
article-subheadline: Lloyd George se muestra satisfecho bbox=[559, 235, 671, 243]
lead-subheadline: POR LA ABSTENCION DE LOS LIBERALES – DECLARACIONES DE LLOYD GEORGE bbox=[428, 183, 672, 190]
section-divider bbox=[552, 546, 678, 547]
dateline: HANOI, 22. bbox=[167, 731, 204, 738]
article-subheadline: El Congreso panamericano de Universidades bbox=[435, 574, 530, 590]
advertisement bbox=[295, 503, 413, 619]
article-headline: El nuevo Gobierno de Nueva Zelanda bbox=[44, 459, 148, 478]
article-subheadline: En Nottingham ha sido derrotado el candidato laborista bbox=[559, 281, 671, 297]
body-text: ▬▬ ▬▬▬▬ ▬▬▬▬▬ ▬▬ ▬▬▬▬ ▬▬▬ ▬▬▬▬▬ ▬▬ ▬▬▬▬ ▬▬▬▬▬ ▬▬▬ ▬▬ ▬▬▬▬ ▬▬▬▬▬ ▬▬▬ ▬▬▬▬ ▬▬ ▬▬▬▬▬ ▬▬▬ ▬▬▬▬ ▬▬ ▬▬▬▬▬ ▬▬▬ ▬▬▬▬ ▬▬ ▬▬▬▬▬ ▬▬▬ ▬▬▬▬ ▬▬▬▬▬ ▬▬ ▬▬▬ ▬▬▬▬ ▬▬▬▬▬ ▬▬▬ ▬▬▬▬ ▬▬▬▬ ▬▬▬ ▬▬▬▬▬ ▬▬ ▬▬▬▬ ▬▬▬ ▬▬▬▬▬ ▬▬▬ ▬▬▬▬ ▬▬ ▬▬▬▬▬ ▬▬▬ ▬▬▬▬ ▬▬ ▬▬▬▬▬ ▬▬▬ ▬▬ ▬▬▬▬ ▬▬▬▬▬ ▬▬▬ ▬▬▬▬ ▬▬ ▬▬▬▬ ▬▬▬▬▬ ▬▬▬ ▬▬▬▬ ▬▬▬▬▬ ▬▬ ▬▬▬ ▬▬▬▬ ▬▬▬▬▬ ▬▬▬ ▬▬ ▬▬▬▬ ▬▬▬▬▬ ▬▬ ▬▬▬ ▬▬▬▬ ▬▬▬ ▬▬▬▬▬ ▬▬ ▬▬▬▬ ▬▬▬▬▬ ▬▬▬ ▬▬ ▬▬▬▬▬ ▬▬▬▬ ▬▬ ▬▬▬ ▬▬▬▬ ▬▬▬▬▬ ▬▬ ▬▬▬▬ ▬▬▬ ▬▬▬▬▬ ▬▬▬ ▬▬▬▬ ▬▬ ▬▬▬▬▬ ▬▬▬ ▬▬▬▬ ▬▬▬ ▬▬ ▬▬▬▬▬ ▬▬▬▬ ▬▬▬ ▬▬ ▬▬▬▬▬ ▬▬▬▬ ▬▬▬ ▬▬▬▬▬ ▬▬▬▬ ▬▬ ▬▬▬ ▬▬▬▬ ▬▬▬▬▬ ▬▬ ▬▬▬▬ ▬▬▬ ▬▬▬▬▬ ▬▬▬ ▬▬▬▬ ▬▬▬▬ ▬▬▬ ▬▬▬▬▬ ▬▬▬▬ ▬▬ ▬▬▬▬▬ ▬▬▬ ▬▬▬▬ ▬▬▬ ▬▬▬▬ ▬▬▬▬▬ ▬▬ ▬▬▬▬ ▬▬▬ ▬▬▬▬▬ ▬▬▬ ▬▬▬▬ ▬▬ ▬▬▬▬▬ ▬▬▬ ▬▬▬▬ ▬▬▬▬ ▬▬▬▬▬ ▬▬ ▬▬▬▬ ▬▬▬▬▬ ▬▬ ▬▬▬▬ ▬▬ ▬▬▬▬▬ ▬▬▬ ▬▬▬▬ ▬▬▬▬ ▬▬ ▬▬▬ ▬▬▬▬▬ ▬▬ ▬▬▬▬ ▬▬▬ ▬▬▬▬▬ ▬▬▬ ▬▬ ▬▬▬▬ ▬▬▬▬▬ ▬▬▬ ▬▬ ▬▬▬▬ ▬▬▬ ▬▬▬▬▬ ▬▬ ▬▬▬▬ ▬▬▬ ▬▬▬▬▬ ▬▬▬▬ ▬▬ ▬▬▬▬▬ ▬▬▬ ▬▬▬ ▬▬▬▬ ▬▬ ▬▬▬▬▬ ▬▬▬ ▬▬▬▬ ▬▬ ▬▬▬▬▬ ▬▬▬▬ ▬▬▬ ▬▬ ▬▬▬▬▬ ▬▬▬ ▬▬ ▬▬▬▬ ▬▬▬▬▬ ▬▬▬ ▬▬▬▬ ▬▬ ▬▬▬▬ ▬▬▬▬▬ ▬▬▬ ▬▬ ▬▬▬▬▬ ▬▬▬ ▬▬▬▬ ▬▬ ▬▬▬▬▬ ▬▬▬▬ ▬▬▬ ▬▬ ▬▬▬▬▬ ▬▬▬ ▬▬ ▬▬▬▬ ▬▬▬▬▬ ▬▬▬ ▬▬▬▬ ▬▬ ▬▬▬▬ ▬▬▬▬▬ ▬▬▬ ▬▬▬▬ ▬▬▬▬▬ ▬▬ ▬▬▬ ▬▬▬▬ ▬▬▬▬▬ ▬▬▬ ▬▬ ▬▬▬▬ ▬▬▬▬▬ ▬▬ ▬▬▬ ▬▬▬▬ ▬▬▬ ▬▬▬▬▬ ▬▬ ▬▬▬▬ ▬▬▬▬▬ ▬▬▬ ▬▬ ▬▬▬▬▬ ▬▬▬▬ bbox=[552, 550, 678, 796]
article-headline: La agitación en la India bbox=[312, 892, 396, 902]
body-text: ▬▬ ▬▬▬▬ ▬▬▬▬▬ ▬▬ ▬▬▬▬ ▬▬▬ ▬▬▬▬▬ ▬▬ ▬▬▬▬ ▬▬▬▬▬ ▬▬▬ ▬▬ ▬▬▬▬ ▬▬▬▬▬ ▬▬▬ ▬▬▬▬ ▬▬ ▬▬▬▬▬ ▬▬▬ ▬▬▬▬ ▬▬ ▬▬▬▬▬ ▬▬▬ ▬▬▬▬ ▬▬ ▬▬▬▬▬ ▬▬▬ ▬▬▬▬ ▬▬▬▬▬ bbox=[552, 246, 678, 278]
body-text: ▬▬ ▬▬▬▬ ▬▬▬▬▬ ▬▬ ▬▬▬▬ ▬▬▬ ▬▬▬▬▬ ▬▬ ▬▬▬▬ ▬▬▬▬▬ ▬▬▬ ▬▬ ▬▬▬▬ ▬▬▬▬▬ ▬▬▬ ▬▬▬▬ ▬▬ ▬▬▬▬▬ ▬▬▬ ▬▬▬▬ ▬▬ ▬▬▬▬▬ ▬▬▬ ▬▬▬▬ ▬▬ ▬▬▬▬▬ ▬▬▬ ▬▬▬▬ ▬▬▬▬▬ ▬▬ ▬▬▬ ▬▬▬▬ ▬▬▬▬▬ ▬▬▬ ▬▬▬▬ ▬▬▬▬ ▬▬▬ ▬▬▬▬▬ ▬▬ ▬▬▬▬ ▬▬▬ ▬▬▬▬▬ ▬▬▬ ▬▬▬▬ ▬▬ ▬▬▬▬▬ ▬▬▬ ▬▬▬▬ ▬▬ ▬▬▬▬▬ ▬▬▬ ▬▬ ▬▬▬▬ ▬▬▬▬▬ bbox=[167, 815, 286, 879]
article-subheadline: En el concurso de Aviación en Buenos Aires bbox=[422, 734, 543, 750]
section-heading: AMERICA POR CABLE bbox=[422, 489, 515, 512]
column-rule bbox=[417, 132, 418, 992]
author-signature: Alejandro MIQUIS bbox=[234, 685, 286, 692]
dateline: REIMS, 22. bbox=[295, 323, 331, 330]
lead-story-header bbox=[422, 132, 678, 212]
article-subheadline: Lee Spalding bbox=[333, 353, 375, 361]
dateline: WELLINGTON, 22. bbox=[34, 481, 91, 488]
body-text: HANOI, 22. ▬▬ ▬▬▬▬ ▬▬▬▬▬ ▬▬ ▬▬▬▬ ▬▬▬ ▬▬▬▬▬ ▬▬ ▬▬▬▬ ▬▬▬▬▬ ▬▬▬ ▬▬ ▬▬▬▬ ▬▬▬▬▬ ▬▬▬ ▬▬▬▬ ▬▬ ▬▬▬▬▬ ▬▬▬ ▬▬▬▬ ▬▬ ▬▬▬▬▬ ▬▬▬ ▬▬▬▬ ▬▬ ▬▬▬▬▬ ▬▬▬ ▬▬▬▬ ▬▬▬▬▬ ▬▬ ▬▬▬ ▬▬▬▬ ▬▬▬▬▬ ▬▬▬ ▬▬▬▬ ▬▬▬▬ ▬▬▬ ▬▬▬▬▬ ▬▬ ▬▬▬▬ ▬▬▬ ▬▬▬▬▬ ▬▬▬ ▬▬▬▬ ▬▬ ▬▬▬▬▬ ▬▬▬ ▬▬▬▬ ▬▬ ▬▬▬▬▬ ▬▬▬ ▬▬ ▬▬▬▬ ▬▬▬▬▬ bbox=[167, 731, 286, 795]
dateline: LONDRES, 22. bbox=[552, 352, 597, 359]
body-text: ▬▬ ▬▬▬▬ ▬▬▬▬▬ ▬▬ ▬▬▬▬ ▬▬▬ ▬▬▬▬▬ ▬▬ ▬▬▬▬ ▬▬▬▬▬ ▬▬▬ ▬▬ ▬▬▬▬ ▬▬▬▬▬ ▬▬▬ bbox=[422, 711, 543, 731]
ad-title: SAL VICHY-ETAT bbox=[314, 514, 394, 590]
article-subheadline: Muerte de un ciudadano brasileño bbox=[429, 701, 536, 709]
newspaper-page bbox=[10, 8, 718, 1016]
ad-slogan: ¡CIUDAD DE VUESTRA SALUD! bbox=[305, 502, 403, 510]
article-subheadline: El debate sobre el paro forzoso bbox=[434, 217, 531, 224]
section-divider bbox=[34, 456, 158, 457]
article-headline: UN NUEVO ARGUMENTO bbox=[34, 136, 158, 172]
column-1 bbox=[34, 132, 158, 1012]
article-subheadline: El cardenal Luçon bbox=[326, 313, 382, 321]
section-divider bbox=[167, 371, 286, 372]
section-divider bbox=[295, 498, 413, 499]
section-heading: MUERTOS ILUSTRES bbox=[301, 300, 407, 310]
article-subheadline: La reanudación de las relaciones bbox=[431, 661, 534, 669]
masthead-title: DIARIO UNIVERSAL bbox=[64, 30, 652, 95]
body-text: REIMS, 22. ▬▬ ▬▬▬▬ ▬▬▬▬▬ ▬▬ ▬▬▬▬ ▬▬▬ ▬▬▬▬▬ ▬▬ ▬▬▬▬ ▬▬▬▬▬ ▬▬▬ ▬▬ ▬▬▬▬ ▬▬▬▬▬ ▬▬▬ ▬▬▬▬ ▬▬ ▬▬▬▬▬ bbox=[295, 323, 413, 349]
article-subheadline: Presupuesto de Chile bbox=[449, 628, 516, 636]
tagline: PERIODICO LIBERAL Y DE INFORMACION bbox=[268, 109, 440, 119]
article-subheadline: Continua la expulsión de Trotzky bbox=[303, 243, 405, 251]
article-headline: El vampiro de Düsseldorf bbox=[50, 545, 142, 555]
section-divider bbox=[422, 516, 543, 517]
column-5 bbox=[552, 213, 678, 1003]
section-divider bbox=[295, 796, 413, 797]
body-text: ▬▬ ▬▬▬▬ ▬▬▬▬▬ ▬▬ ▬▬▬▬ ▬▬▬ ▬▬▬▬▬ ▬▬ ▬▬▬▬ ▬▬▬▬▬ ▬▬▬ ▬▬ ▬▬▬▬ ▬▬▬▬▬ ▬▬▬ ▬▬▬▬ ▬▬ ▬▬▬▬▬ ▬▬▬ ▬▬▬▬ ▬▬ ▬▬▬▬▬ ▬▬▬ ▬▬▬▬ ▬▬ ▬▬▬▬▬ ▬▬▬ ▬▬▬▬ ▬▬▬▬▬ bbox=[295, 253, 413, 291]
section-divider bbox=[295, 295, 413, 296]
